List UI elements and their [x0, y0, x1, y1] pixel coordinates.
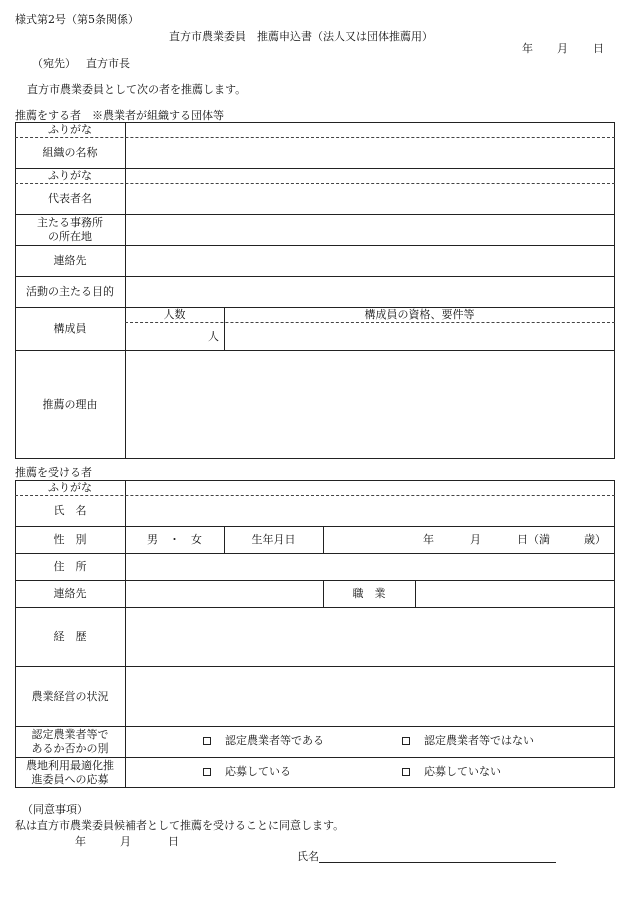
applied-no-label: 応募していない: [424, 765, 501, 778]
members-label: 構成員: [53, 322, 87, 335]
purpose-label: 活動の主たる目的: [26, 285, 114, 298]
optimization-committee-label: 農地利用最適化推 進委員への応募: [26, 759, 114, 786]
birth-month: 月: [470, 533, 481, 546]
date-year: 年: [522, 42, 533, 55]
addressee: 直方市長: [86, 57, 130, 70]
recommender-section-title: 推薦をする者 ※農業者が組織する団体等: [15, 109, 224, 122]
history-label: 経 歴: [53, 630, 87, 643]
representative-furigana-label: ふりがな: [48, 169, 92, 182]
certified-no-checkbox[interactable]: [402, 737, 410, 745]
gender-label: 性 別: [53, 533, 87, 546]
gender-options[interactable]: 男 ・ 女: [147, 533, 202, 546]
form-number: 様式第2号（第5条関係）: [15, 13, 139, 26]
occupation-label: 職 業: [352, 587, 386, 600]
address-label: 住 所: [53, 560, 87, 573]
farming-status-label: 農業経営の状況: [31, 689, 109, 703]
signature-label: 氏名: [297, 850, 319, 863]
candidate-contact-label: 連絡先: [53, 587, 87, 600]
consent-month: 月: [120, 835, 131, 848]
date-month: 月: [557, 42, 568, 55]
recommender-contact-label: 連絡先: [53, 254, 87, 267]
addressee-label: （宛先）: [32, 57, 76, 70]
office-address-label: 主たる事務所 の所在地: [37, 216, 103, 243]
applied-no-checkbox[interactable]: [402, 768, 410, 776]
applied-yes-checkbox[interactable]: [203, 768, 211, 776]
members-qualification-header: 構成員の資格、要件等: [364, 308, 475, 321]
form-title: 直方市農業委員 推薦申込書（法人又は団体推薦用）: [169, 30, 433, 43]
certified-yes-checkbox[interactable]: [203, 737, 211, 745]
consent-text: 私は直方市農業委員候補者として推薦を受けることに同意します。: [15, 819, 345, 832]
consent-day: 日: [168, 835, 179, 848]
intro-text: 直方市農業委員として次の者を推薦します。: [27, 83, 247, 96]
birthdate-label: 生年月日: [251, 533, 296, 546]
reason-label: 推薦の理由: [42, 398, 98, 411]
candidate-furigana-label: ふりがな: [48, 481, 92, 494]
members-count-header: 人数: [163, 308, 186, 321]
members-unit: 人: [208, 330, 219, 343]
consent-year: 年: [75, 835, 86, 848]
age-unit: 歳）: [584, 533, 606, 546]
birth-day: 日（満: [517, 533, 550, 546]
candidate-name-label: 氏 名: [53, 504, 87, 517]
birth-year: 年: [423, 533, 434, 546]
recommender-furigana-label: ふりがな: [48, 123, 92, 136]
signature-line[interactable]: [319, 862, 556, 863]
applied-yes-label: 応募している: [225, 765, 291, 778]
certified-yes-label: 認定農業者等である: [225, 734, 324, 747]
date-day: 日: [593, 42, 604, 55]
consent-title: （同意事項）: [22, 803, 88, 816]
candidate-section-title: 推薦を受ける者: [15, 466, 92, 479]
representative-label: 代表者名: [48, 192, 92, 205]
certified-no-label: 認定農業者等ではない: [424, 734, 534, 747]
certified-farmer-label: 認定農業者等で あるか否かの別: [31, 728, 109, 755]
org-name-label: 組織の名称: [42, 146, 98, 159]
